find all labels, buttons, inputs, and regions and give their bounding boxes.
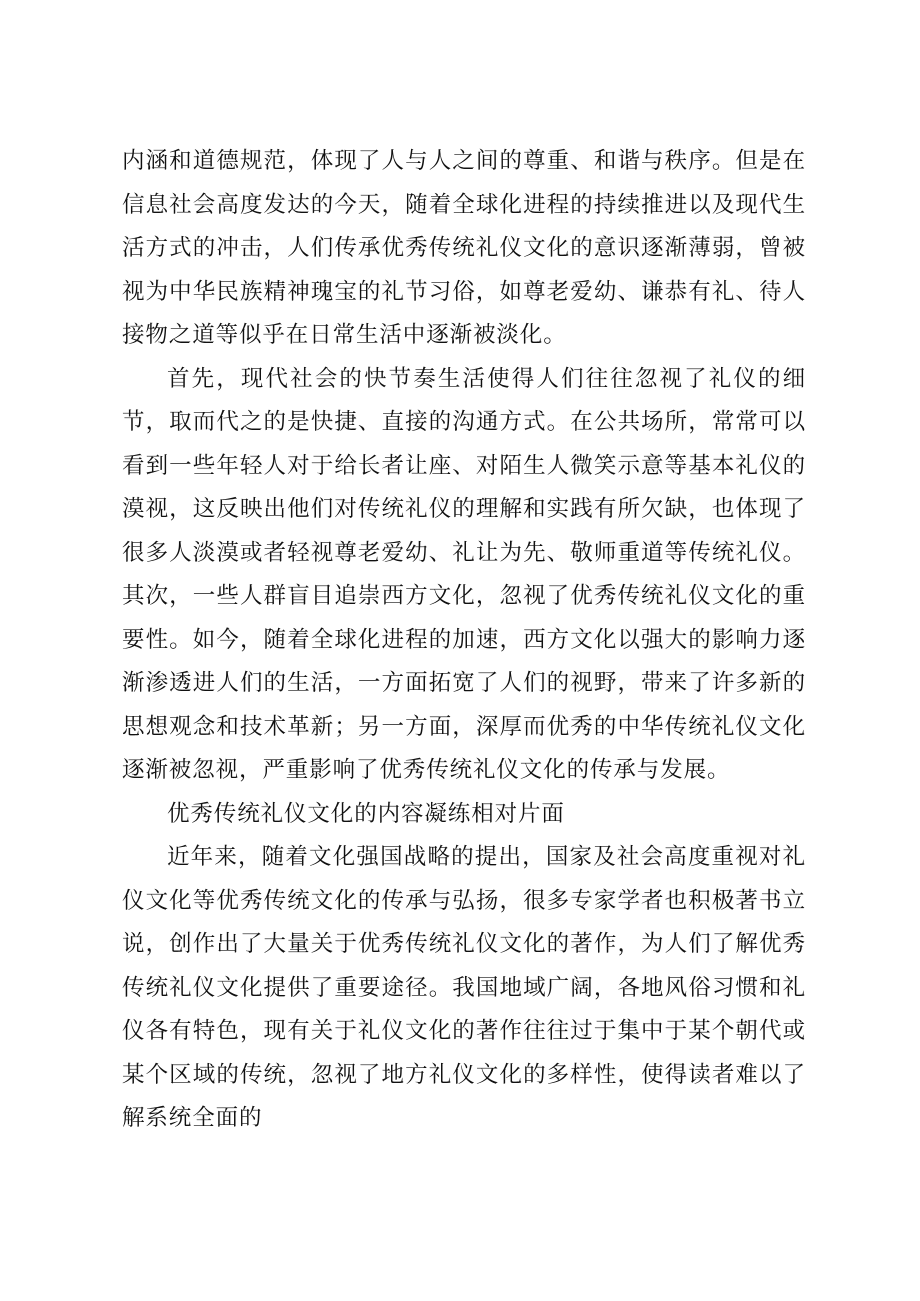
document-body (122, 140, 806, 1141)
section-heading: 优秀传统礼仪文化的内容凝练相对片面 (167, 800, 565, 827)
paragraph-2: 首先，现代社会的快节奏生活使得人们往往忽视了礼仪的细节，取而代之的是快捷、直接的沟通方式。在公共场所，常常可以看到一些年轻人对于给长者让座、对陌生人微笑示意等基本礼仪的漠视，这反映出他们对传统礼仪的理解和实践有所欠缺，也体现了很多人淡漠或者轻视尊老爱幼、礼让为先、敬师重道等传统礼仪。其次，一些人群盲目追崇西方文化，忽视了优秀传统礼仪文化的重要性。如今，随着全球化进程的加速，西方文化以强大的影响力逐渐渗透进人们的生活，一方面拓宽了人们的视野，带来了许多新的思想观念和技术革新；另一方面，深厚而优秀的中华传统礼仪文化逐渐被忽视，严重影响了优秀传统礼仪文化的传承与发展。 (122, 365, 806, 783)
paragraph-1: 内涵和道德规范，体现了人与人之间的尊重、和谐与秩序。但是在信息社会高度发达的今天，随着全球化进程的持续推进以及现代生活方式的冲击，人们传承优秀传统礼仪文化的意识逐渐薄弱，曾被视为中华民族精神瑰宝的礼节习俗，如尊老爱幼、谦恭有礼、待人接物之道等似乎在日常生活中逐渐被淡化。 (122, 148, 806, 348)
paragraph-3: 近年来，随着文化强国战略的提出，国家及社会高度重视对礼仪文化等优秀传统文化的传承与弘扬，很多专家学者也积极著书立说，创作出了大量关于优秀传统礼仪文化的著作，为人们了解优秀传统礼仪文化提供了重要途径。我国地域广阔，各地风俗习惯和礼仪各有特色，现有关于礼仪文化的著作往往过于集中于某个朝代或某个区域的传统，忽视了地方礼仪文化的多样性，使得读者难以了解系统全面的 (122, 844, 806, 1131)
